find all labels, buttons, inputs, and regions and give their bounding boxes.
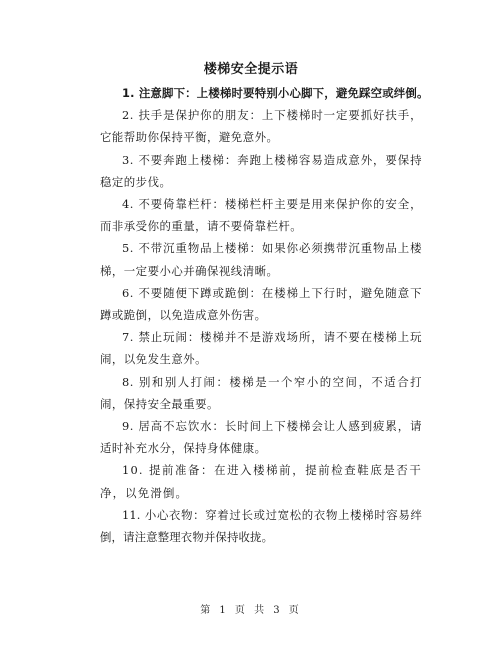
page-title: 楼梯安全提示语 (203, 62, 299, 77)
list-item: 5. 不带沉重物品上楼梯：如果你必须携带沉重物品上楼梯，一定要小心并确保视线清晰。 (100, 241, 422, 278)
document-body (100, 82, 429, 548)
list-item: 6. 不要随便下蹲或跪倒：在楼梯上下行时，避免随意下蹲或跪倒，以免造成意外伤害。 (100, 285, 422, 323)
list-item: 2. 扶手是保护你的朋友：上下楼梯时一定要抓好扶手，它能帮助你保持平衡，避免意外。 (100, 108, 422, 145)
list-item: 7. 禁止玩闹：楼梯并不是游戏场所，请不要在楼梯上玩闹，以免发生意外。 (100, 330, 422, 367)
list-item: 11. 小心衣物：穿着过长或过宽松的衣物上楼梯时容易绊倒，请注意整理衣物并保持收拢。 (100, 507, 422, 545)
list-item: 8. 别和别人打闹：楼梯是一个窄小的空间，不适合打闹，保持安全最重要。 (100, 374, 422, 411)
list-item: 1. 注意脚下：上楼梯时要特别小心脚下，避免踩空或绊倒。 (122, 86, 429, 100)
page-number: 第 1 页 共 3 页 (200, 605, 302, 616)
list-item: 9. 居高不忘饮水：长时间上下楼梯会让人感到疲累，请适时补充水分，保持身体健康。 (100, 419, 422, 456)
list-item: 4. 不要倚靠栏杆：楼梯栏杆主要是用来保护你的安全，而非承受你的重量，请不要倚靠栏杆。 (100, 197, 422, 234)
list-item: 10. 提前准备：在进入楼梯前，提前检查鞋底是否干净，以免滑倒。 (100, 463, 422, 500)
list-item: 3. 不要奔跑上楼梯：奔跑上楼梯容易造成意外，要保持稳定的步伐。 (100, 152, 422, 189)
